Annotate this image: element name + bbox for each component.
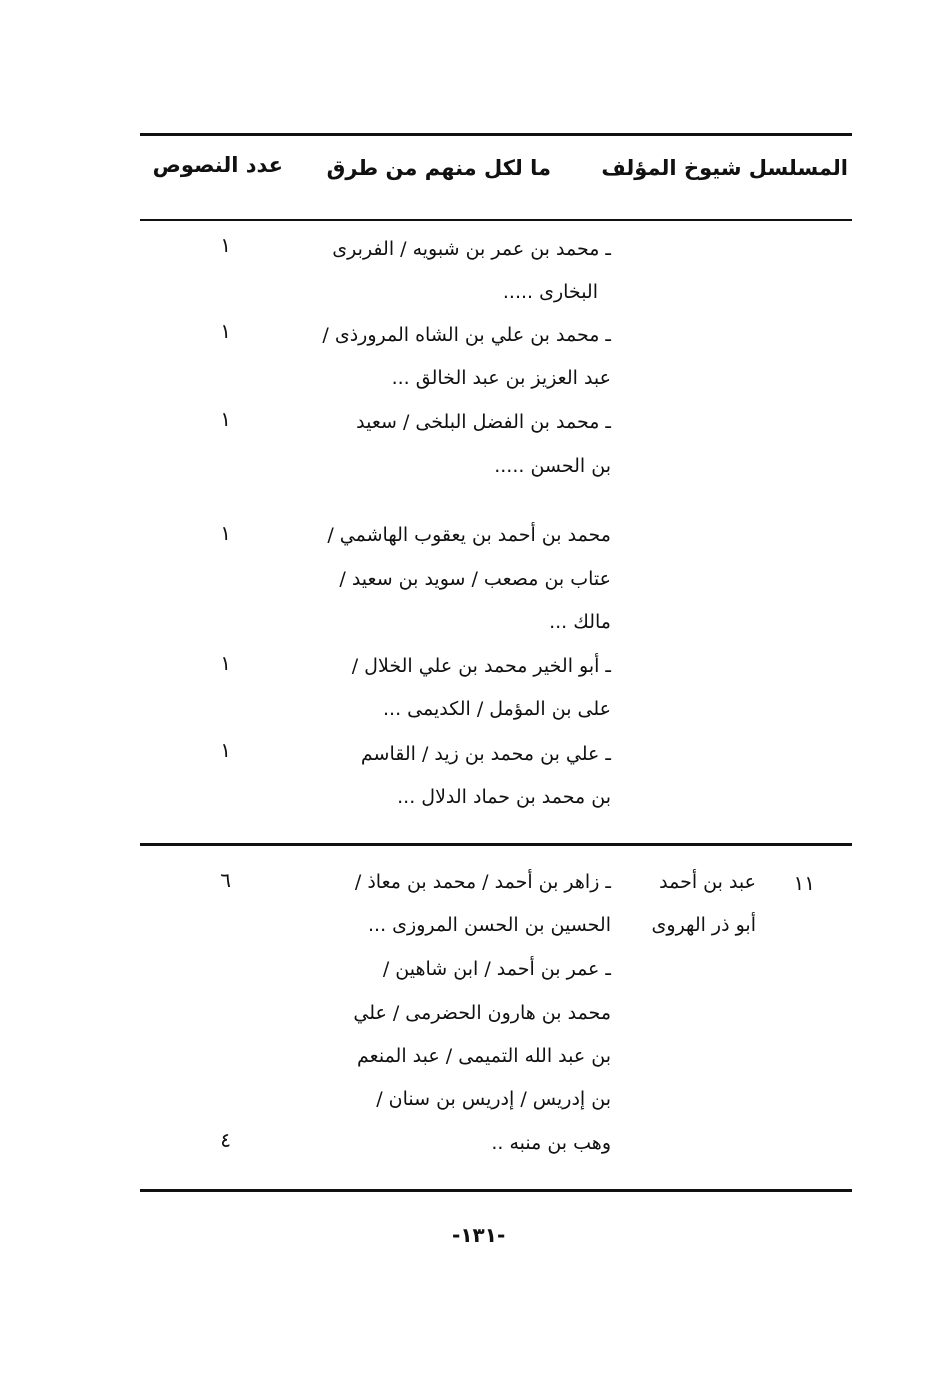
bottom-rule: [140, 1189, 852, 1192]
chain-line: ـ أبو الخير محمد بن علي الخلال /: [351, 655, 611, 677]
chain-line: بن إدريس / إدريس بن سنان /: [376, 1088, 611, 1110]
chain-line: على بن المؤمل / الكديمى ...: [382, 698, 611, 720]
chain-line: بن محمد بن حماد الدلال ...: [397, 786, 611, 808]
shaykh-kunya: أبو ذر الهروى: [651, 914, 756, 936]
chain-line: محمد بن أحمد بن يعقوب الهاشمي /: [327, 524, 611, 546]
chain-line: وهب بن منبه ..: [491, 1132, 611, 1154]
serial-number: ١١: [793, 871, 815, 895]
text-count: ١: [220, 521, 231, 545]
header-bottom-rule: [140, 219, 852, 221]
chain-line: ـ محمد بن الفضل البلخى / سعيد: [356, 411, 611, 433]
chain-line: الحسين بن الحسن المروزى ...: [367, 914, 611, 936]
text-count: ١: [220, 319, 231, 343]
chain-line: بن عبد الله التميمى / عبد المنعم: [357, 1045, 611, 1067]
text-count: ١: [220, 738, 231, 762]
text-count: ١: [220, 233, 231, 257]
chain-line: ـ علي بن محمد بن زيد / القاسم: [360, 743, 611, 765]
chain-line: ـ محمد بن عمر بن شبويه / الفربرى: [332, 238, 611, 260]
text-count: ٦: [220, 868, 231, 892]
text-count: ١: [220, 651, 231, 675]
chain-line: ـ محمد بن علي بن الشاه المرورذى /: [322, 324, 611, 346]
shaykh-name: عبد بن أحمد: [659, 871, 756, 893]
top-rule: [140, 133, 852, 136]
header-count: عدد النصوص: [152, 153, 283, 177]
header-chains: ما لكل منهم من طرق: [326, 156, 551, 180]
chain-line: ـ زاهر بن أحمد / محمد بن معاذ /: [354, 871, 611, 893]
chain-line: عبد العزيز بن عبد الخالق ...: [391, 367, 611, 389]
header-serial-shuyukh: المسلسل شيوخ المؤلف: [601, 156, 848, 180]
chain-line: بن الحسن .....: [494, 455, 611, 477]
chain-line: مالك ...: [549, 611, 611, 633]
chain-line: عتاب بن مصعب / سويد بن سعيد /: [339, 568, 611, 590]
chain-line: ـ عمر بن أحمد / ابن شاهين /: [382, 958, 611, 980]
section-divider-rule: [140, 843, 852, 846]
text-count: ١: [220, 407, 231, 431]
text-count: ٤: [220, 1128, 231, 1152]
page-number: -١٣١-: [452, 1223, 506, 1247]
chain-line: محمد بن هارون الحضرمى / علي: [353, 1002, 611, 1024]
chain-line: البخارى .....: [502, 281, 598, 303]
